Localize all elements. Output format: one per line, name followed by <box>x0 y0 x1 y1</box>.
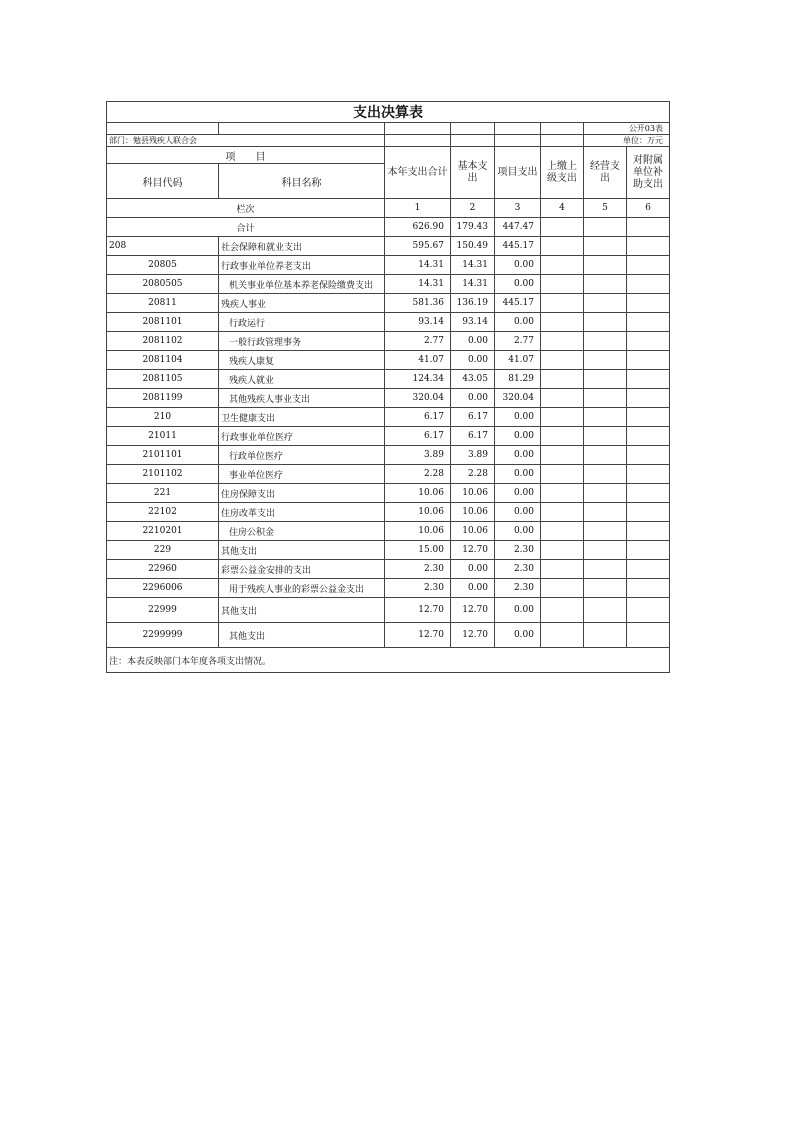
row-total: 3.89 <box>385 446 451 465</box>
table-row <box>107 275 670 294</box>
row-code: 2101102 <box>107 465 219 484</box>
table-row <box>107 332 670 351</box>
row-total: 320.04 <box>385 389 451 408</box>
row-project: 0.00 <box>495 465 541 484</box>
table-row <box>107 370 670 389</box>
row-name: 行政事业单位医疗 <box>219 427 385 446</box>
row-total: 581.36 <box>385 294 451 313</box>
empty-cell <box>584 522 627 541</box>
table-row <box>107 237 670 256</box>
total-basic: 179.43 <box>451 218 495 237</box>
col-num: 3 <box>495 199 541 218</box>
empty-cell <box>541 351 584 370</box>
empty-cell <box>627 351 670 370</box>
row-code: 208 <box>107 237 219 256</box>
table-note: 注：本表反映部门本年度各项支出情况。 <box>107 648 670 673</box>
row-basic: 0.00 <box>451 351 495 370</box>
row-project: 0.00 <box>495 408 541 427</box>
row-name: 残疾人事业 <box>219 294 385 313</box>
empty-cell <box>627 256 670 275</box>
row-basic: 150.49 <box>451 237 495 256</box>
total-project: 447.47 <box>495 218 541 237</box>
table-row <box>107 446 670 465</box>
row-project: 445.17 <box>495 294 541 313</box>
table-title: 支出决算表 <box>107 102 670 123</box>
header-business: 经营支出 <box>584 147 627 199</box>
table-row <box>107 465 670 484</box>
empty-cell <box>584 294 627 313</box>
row-project: 0.00 <box>495 275 541 294</box>
empty-cell <box>584 408 627 427</box>
empty-cell <box>541 256 584 275</box>
row-project: 81.29 <box>495 370 541 389</box>
empty-cell <box>541 465 584 484</box>
row-project: 0.00 <box>495 598 541 623</box>
row-name: 彩票公益金安排的支出 <box>219 560 385 579</box>
total-total: 626.90 <box>385 218 451 237</box>
empty-cell <box>584 332 627 351</box>
empty-cell <box>584 313 627 332</box>
empty-cell <box>627 579 670 598</box>
empty-cell <box>541 332 584 351</box>
row-name: 一般行政管理事务 <box>219 332 385 351</box>
col-num: 4 <box>541 199 584 218</box>
empty-cell <box>584 351 627 370</box>
table-row <box>107 313 670 332</box>
row-basic: 12.70 <box>451 541 495 560</box>
empty-cell <box>541 598 584 623</box>
row-basic: 14.31 <box>451 256 495 275</box>
empty-cell <box>541 541 584 560</box>
empty-cell <box>627 560 670 579</box>
header-upper: 上缴上级支出 <box>541 147 584 199</box>
row-name: 其他支出 <box>219 598 385 623</box>
header-lanci: 栏次 <box>107 199 385 218</box>
total-label: 合计 <box>107 218 385 237</box>
row-total: 2.30 <box>385 579 451 598</box>
empty-cell <box>541 484 584 503</box>
table-row <box>107 294 670 313</box>
empty-cell <box>541 313 584 332</box>
empty-cell <box>584 370 627 389</box>
row-name: 社会保障和就业支出 <box>219 237 385 256</box>
empty-cell <box>584 427 627 446</box>
table-row <box>107 256 670 275</box>
empty-cell <box>627 623 670 648</box>
empty-cell <box>627 313 670 332</box>
empty-cell <box>584 465 627 484</box>
empty-cell <box>541 408 584 427</box>
header-code: 科目代码 <box>107 164 219 199</box>
row-name: 住房保障支出 <box>219 484 385 503</box>
row-code: 229 <box>107 541 219 560</box>
empty-cell <box>584 256 627 275</box>
row-basic: 93.14 <box>451 313 495 332</box>
row-basic: 0.00 <box>451 389 495 408</box>
row-name: 住房公积金 <box>219 522 385 541</box>
empty-cell <box>627 332 670 351</box>
row-basic: 3.89 <box>451 446 495 465</box>
empty-cell <box>541 370 584 389</box>
unit-label: 单位：万元 <box>584 135 670 147</box>
row-name: 事业单位医疗 <box>219 465 385 484</box>
row-total: 6.17 <box>385 408 451 427</box>
header-name: 科目名称 <box>219 164 385 199</box>
row-project: 320.04 <box>495 389 541 408</box>
row-code: 22960 <box>107 560 219 579</box>
row-basic: 14.31 <box>451 275 495 294</box>
empty-cell <box>584 541 627 560</box>
row-basic: 12.70 <box>451 623 495 648</box>
row-name: 住房改革支出 <box>219 503 385 522</box>
row-code: 2081199 <box>107 389 219 408</box>
row-project: 445.17 <box>495 237 541 256</box>
row-code: 221 <box>107 484 219 503</box>
table-row <box>107 389 670 408</box>
empty-cell <box>541 623 584 648</box>
header-subsidy: 对附属单位补助支出 <box>627 147 670 199</box>
empty-cell <box>541 560 584 579</box>
row-basic: 0.00 <box>451 332 495 351</box>
expenditure-table <box>106 101 670 673</box>
row-name: 行政事业单位养老支出 <box>219 256 385 275</box>
table-row <box>107 623 670 648</box>
row-project: 0.00 <box>495 522 541 541</box>
row-basic: 6.17 <box>451 427 495 446</box>
empty-cell <box>584 484 627 503</box>
row-basic: 12.70 <box>451 598 495 623</box>
empty-cell <box>584 598 627 623</box>
table-row <box>107 351 670 370</box>
row-project: 2.30 <box>495 541 541 560</box>
department-label: 部门：勉县残疾人联合会 <box>107 135 385 147</box>
row-code: 22999 <box>107 598 219 623</box>
row-name: 其他支出 <box>219 541 385 560</box>
row-project: 0.00 <box>495 427 541 446</box>
row-code: 210 <box>107 408 219 427</box>
empty-cell <box>627 294 670 313</box>
row-total: 2.28 <box>385 465 451 484</box>
row-code: 2296006 <box>107 579 219 598</box>
row-name: 残疾人康复 <box>219 351 385 370</box>
empty-cell <box>627 503 670 522</box>
empty-cell <box>541 294 584 313</box>
col-num: 1 <box>385 199 451 218</box>
empty-cell <box>541 389 584 408</box>
row-total: 10.06 <box>385 522 451 541</box>
row-total: 6.17 <box>385 427 451 446</box>
row-project: 0.00 <box>495 503 541 522</box>
empty-cell <box>584 560 627 579</box>
row-code: 2299999 <box>107 623 219 648</box>
row-name: 行政单位医疗 <box>219 446 385 465</box>
empty-cell <box>627 598 670 623</box>
row-name: 用于残疾人事业的彩票公益金支出 <box>219 579 385 598</box>
row-basic: 10.06 <box>451 503 495 522</box>
table-row <box>107 541 670 560</box>
row-project: 2.77 <box>495 332 541 351</box>
empty-cell <box>627 389 670 408</box>
empty-cell <box>541 275 584 294</box>
row-total: 12.70 <box>385 623 451 648</box>
row-total: 124.34 <box>385 370 451 389</box>
row-total: 41.07 <box>385 351 451 370</box>
row-project: 2.30 <box>495 579 541 598</box>
empty-cell <box>584 275 627 294</box>
empty-cell <box>584 503 627 522</box>
row-basic: 0.00 <box>451 579 495 598</box>
empty-cell <box>627 275 670 294</box>
table-row <box>107 503 670 522</box>
empty-cell <box>541 522 584 541</box>
row-project: 0.00 <box>495 446 541 465</box>
table-row <box>107 560 670 579</box>
empty-cell <box>627 237 670 256</box>
empty-cell <box>627 446 670 465</box>
empty-cell <box>541 237 584 256</box>
empty-cell <box>627 370 670 389</box>
table-row <box>107 408 670 427</box>
row-name: 其他残疾人事业支出 <box>219 389 385 408</box>
row-code: 2210201 <box>107 522 219 541</box>
empty-cell <box>627 465 670 484</box>
row-total: 12.70 <box>385 598 451 623</box>
row-project: 41.07 <box>495 351 541 370</box>
header-project-exp: 项目支出 <box>495 147 541 199</box>
empty-cell <box>627 522 670 541</box>
row-name: 卫生健康支出 <box>219 408 385 427</box>
row-total: 2.77 <box>385 332 451 351</box>
table-row <box>107 598 670 623</box>
row-basic: 136.19 <box>451 294 495 313</box>
empty-cell <box>541 427 584 446</box>
empty-cell <box>627 541 670 560</box>
row-total: 10.06 <box>385 503 451 522</box>
table-row <box>107 484 670 503</box>
form-code: 公开03表 <box>584 123 670 135</box>
empty-cell <box>627 408 670 427</box>
row-basic: 2.28 <box>451 465 495 484</box>
row-name: 机关事业单位基本养老保险缴费支出 <box>219 275 385 294</box>
row-project: 0.00 <box>495 313 541 332</box>
row-basic: 10.06 <box>451 484 495 503</box>
table-row <box>107 579 670 598</box>
row-total: 15.00 <box>385 541 451 560</box>
row-total: 14.31 <box>385 275 451 294</box>
row-name: 行政运行 <box>219 313 385 332</box>
empty-cell <box>541 446 584 465</box>
row-code: 2081105 <box>107 370 219 389</box>
empty-cell <box>541 503 584 522</box>
row-basic: 43.05 <box>451 370 495 389</box>
total-row <box>107 218 670 237</box>
row-code: 21011 <box>107 427 219 446</box>
empty-cell <box>584 237 627 256</box>
row-total: 595.67 <box>385 237 451 256</box>
row-project: 0.00 <box>495 484 541 503</box>
empty-cell <box>627 427 670 446</box>
row-total: 93.14 <box>385 313 451 332</box>
empty-cell <box>584 623 627 648</box>
empty-cell <box>584 446 627 465</box>
row-total: 2.30 <box>385 560 451 579</box>
row-basic: 10.06 <box>451 522 495 541</box>
empty-cell <box>584 579 627 598</box>
col-num: 5 <box>584 199 627 218</box>
row-basic: 0.00 <box>451 560 495 579</box>
header-basic: 基本支出 <box>451 147 495 199</box>
row-code: 2080505 <box>107 275 219 294</box>
col-num: 6 <box>627 199 670 218</box>
header-project: 项 目 <box>107 147 385 164</box>
empty-cell <box>584 389 627 408</box>
row-code: 2101101 <box>107 446 219 465</box>
row-basic: 6.17 <box>451 408 495 427</box>
table-row <box>107 522 670 541</box>
col-num: 2 <box>451 199 495 218</box>
row-project: 0.00 <box>495 623 541 648</box>
row-project: 2.30 <box>495 560 541 579</box>
row-project: 0.00 <box>495 256 541 275</box>
table-row <box>107 427 670 446</box>
row-code: 2081101 <box>107 313 219 332</box>
row-name: 残疾人就业 <box>219 370 385 389</box>
row-code: 2081104 <box>107 351 219 370</box>
row-total: 14.31 <box>385 256 451 275</box>
row-total: 10.06 <box>385 484 451 503</box>
empty-cell <box>541 579 584 598</box>
row-code: 2081102 <box>107 332 219 351</box>
header-total: 本年支出合计 <box>385 147 451 199</box>
row-code: 22102 <box>107 503 219 522</box>
row-code: 20805 <box>107 256 219 275</box>
empty-cell <box>627 484 670 503</box>
row-code: 20811 <box>107 294 219 313</box>
row-name: 其他支出 <box>219 623 385 648</box>
